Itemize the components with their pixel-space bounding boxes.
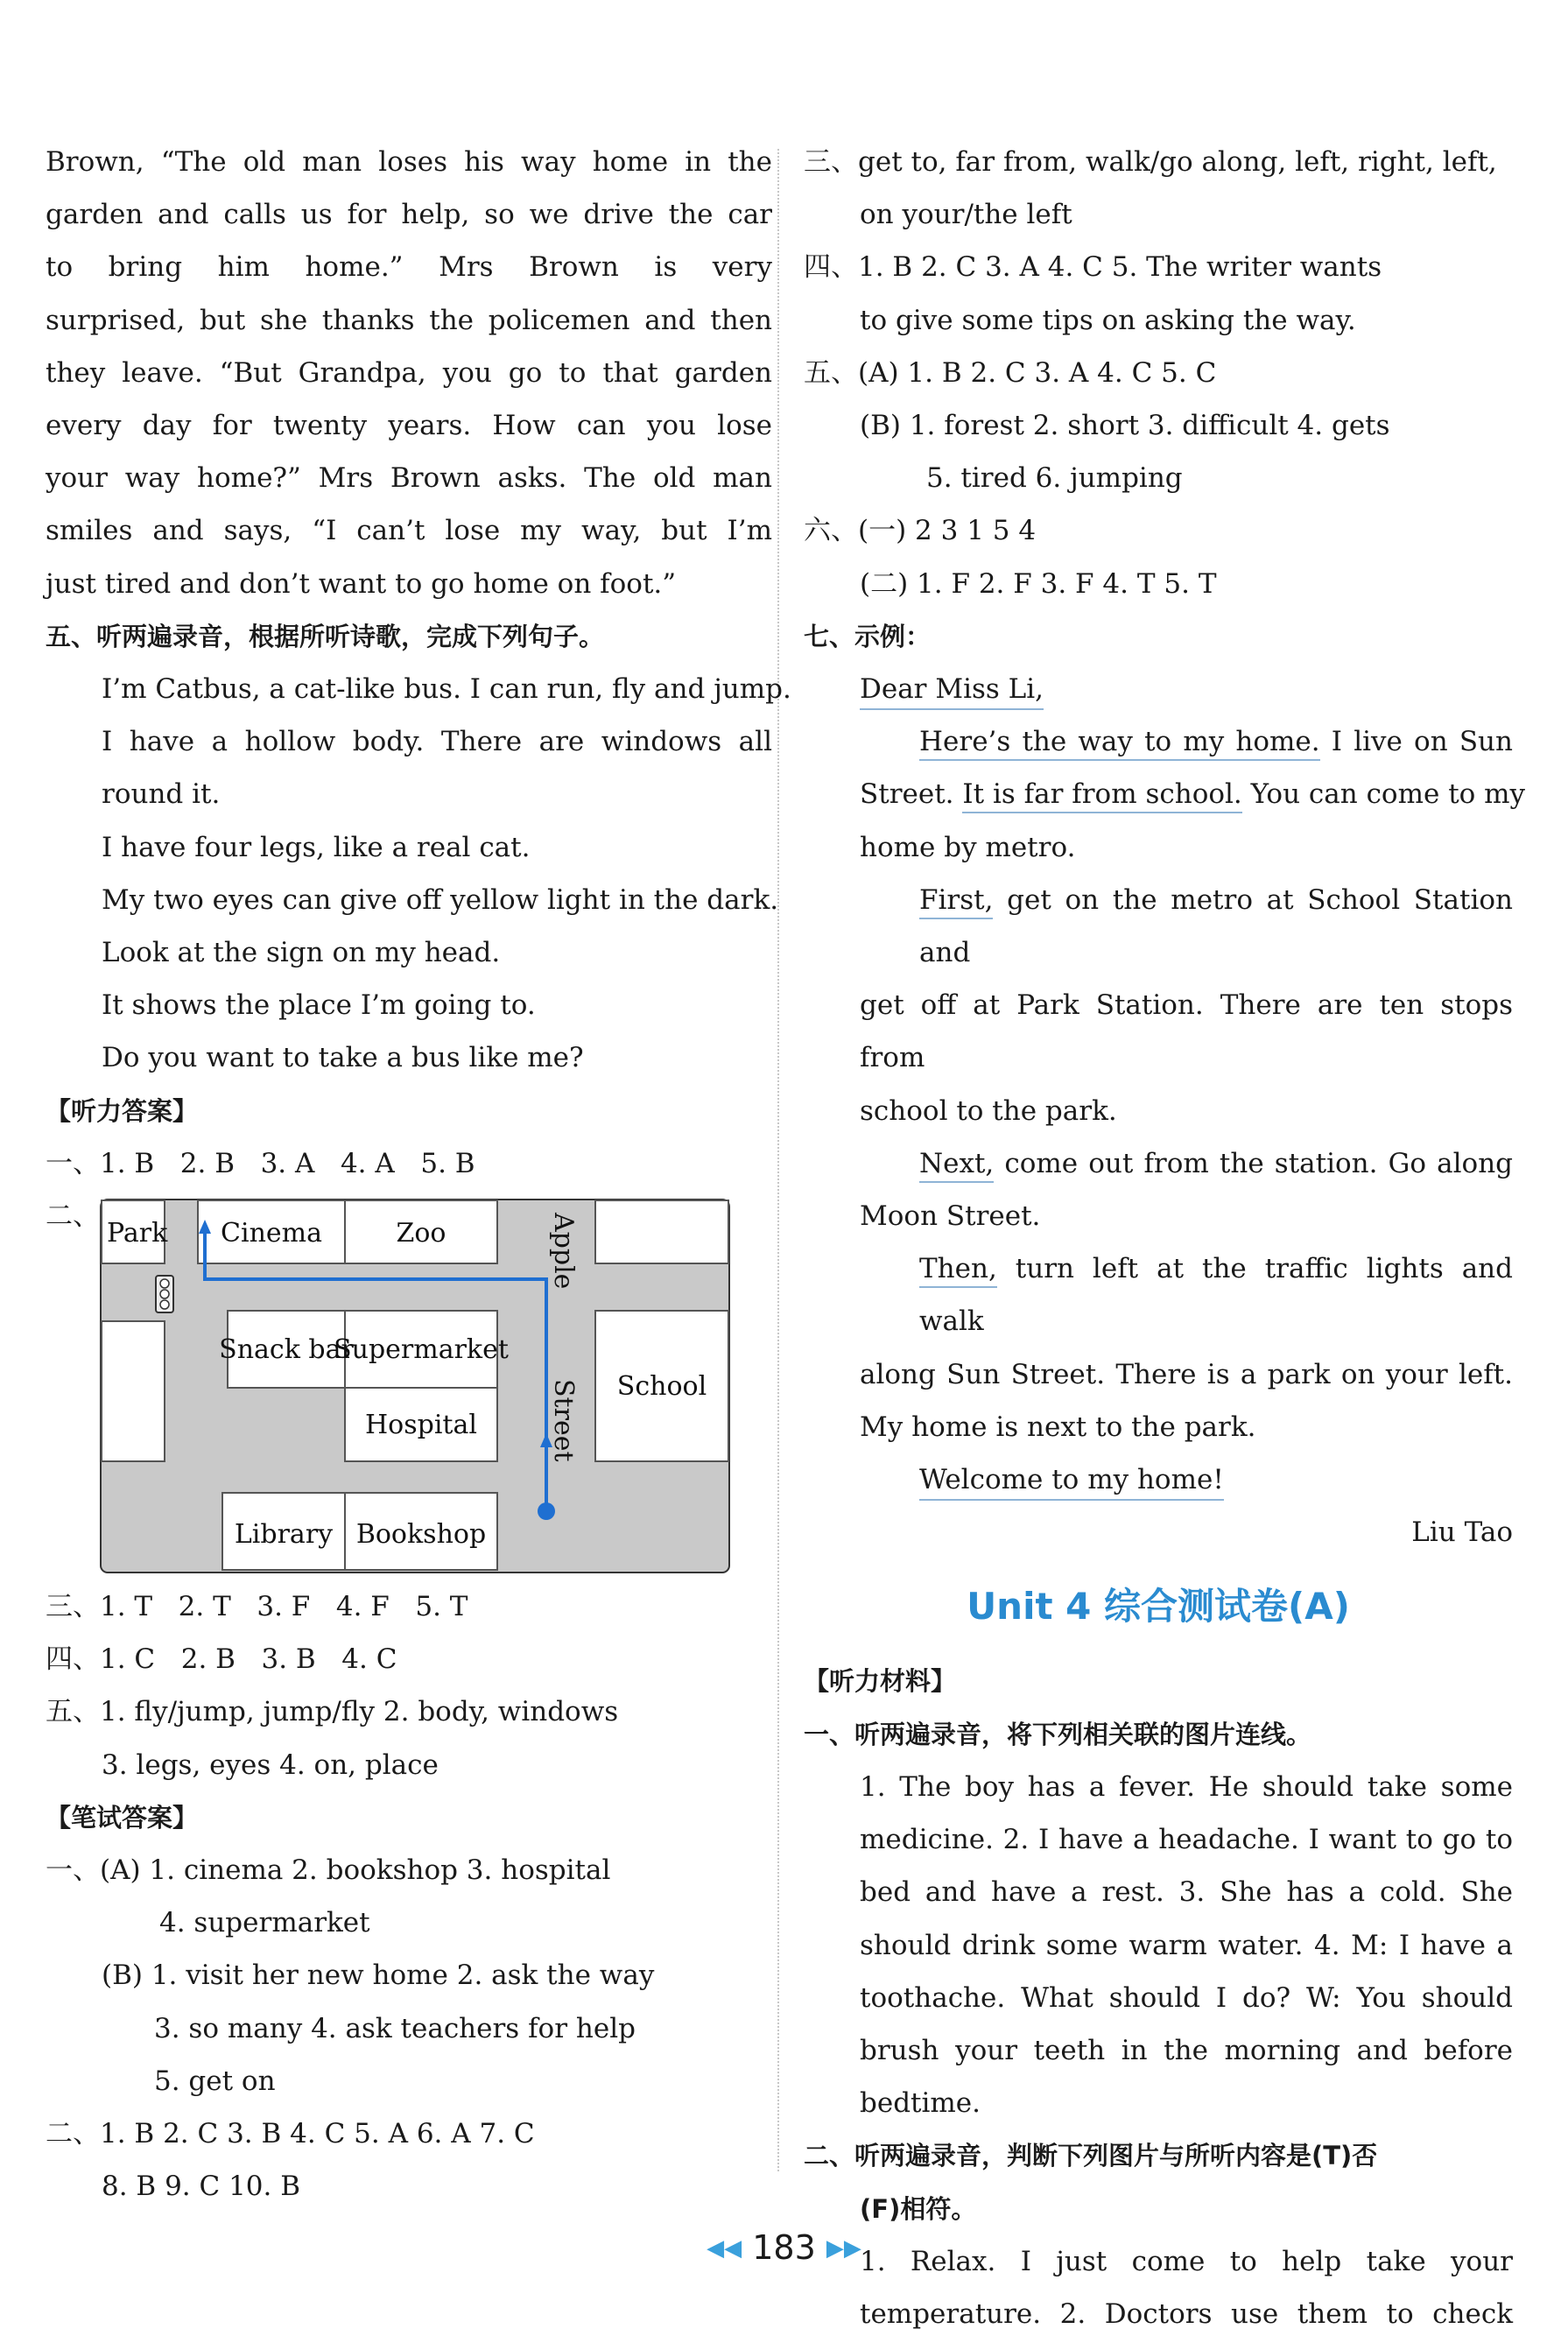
answer-item: 5. T	[415, 1591, 468, 1623]
answer-line: to give some tips on asking the way.	[860, 304, 1356, 336]
column-divider	[777, 149, 779, 2171]
text-line: smiles and says, “I can’t lose my way, but I’m	[46, 515, 772, 547]
written-1-line: 3. so many 4. ask teachers for help	[154, 2012, 636, 2044]
answer-number: 二、	[46, 1200, 100, 1233]
poem	[46, 663, 791, 1085]
answer-item: 2. B	[180, 1643, 236, 1676]
traffic-light	[156, 1276, 173, 1312]
text-line: 1. The boy has a fever. He should take some	[860, 1770, 1513, 1803]
text-line: bed and have a rest. 3. She has a cold. She	[860, 1876, 1513, 1909]
street-map	[100, 1199, 730, 1573]
answer-line: (B) 1. forest 2. short 3. difficult 4. gets	[860, 410, 1390, 442]
material-2-heading: 二、听两遍录音，判断下列图片与所听内容是(T)否	[804, 2141, 1378, 2171]
map-label-park: Park	[107, 1218, 168, 1249]
answer-1-line	[46, 1137, 772, 1190]
letter-underlined: Here’s the way to my home.	[919, 726, 1320, 761]
answer-line: (二) 1. F 2. F 3. F 4. T 5. T	[860, 567, 1217, 600]
poem-line: My two eyes can give off yellow light in the dark.	[102, 883, 779, 916]
section-seven-heading: 七、示例：	[804, 621, 932, 651]
blank-block	[102, 1321, 165, 1461]
page-number: 183	[752, 2228, 816, 2267]
poem-line: I have four legs, like a real cat.	[102, 831, 531, 863]
written-1-line: (B) 1. visit her new home 2. ask the way	[102, 1960, 655, 1992]
written-1-line: 5. get on	[154, 2065, 276, 2097]
text-line: 1. Relax. I just come to help take your	[860, 2245, 1513, 2277]
written-1-line: 4. supermarket	[159, 1907, 370, 1939]
letter-line	[804, 1137, 1513, 1190]
map-label-snack-bar: Snack bar	[219, 1334, 354, 1366]
letter-text: get on the metro at School Station and	[919, 883, 1513, 969]
text-line: Brown, “The old man loses his way home in the	[46, 146, 772, 178]
answer-5-line-cont: 3. legs, eyes 4. on, place	[102, 1748, 439, 1781]
letter-line: school to the park.	[860, 1094, 1117, 1127]
map-label-cinema: Cinema	[221, 1218, 322, 1249]
text-line: brush your teeth in the morning and before	[860, 2034, 1513, 2066]
answer-item: 3. B	[261, 1643, 316, 1676]
answer-line: on your/the left	[860, 199, 1072, 231]
letter-text: come out from the station. Go along	[994, 1147, 1513, 1179]
written-1-line: 一、(A) 1. cinema 2. bookshop 3. hospital	[46, 1854, 611, 1887]
story-paragraph	[46, 136, 772, 610]
answer-item: 1. C	[100, 1643, 156, 1676]
map-label-hospital: Hospital	[365, 1410, 477, 1441]
answer-item: 2. T	[178, 1591, 231, 1623]
answer-item: 4. F	[335, 1591, 390, 1623]
poem-line: I have a hollow body. There are windows all	[102, 726, 772, 758]
right-column	[804, 136, 1526, 2340]
text-line: your way home?” Mrs Brown asks. The old man	[46, 462, 772, 495]
answer-item: 2. B	[179, 1147, 235, 1179]
map-label-zoo: Zoo	[396, 1218, 446, 1249]
answer-item: 1. B	[100, 1147, 155, 1179]
text-line: medicine. 2. I have a headache. I want to go to	[860, 1824, 1513, 1856]
letter-text: I live on Sun	[1319, 726, 1513, 758]
answer-item: 4. A	[340, 1147, 395, 1179]
text-line: garden and calls us for help, so we drive the car	[46, 199, 772, 231]
letter-signature: Liu Tao	[1411, 1516, 1513, 1549]
section-five-heading: 五、听两遍录音，根据所听诗歌，完成下列句子。	[46, 621, 605, 651]
letter-text: Street.	[860, 778, 954, 811]
map-label-apple: Apple	[548, 1213, 579, 1290]
prev-arrow-icon: ◀◀	[707, 2235, 742, 2262]
written-2-line: 二、1. B 2. C 3. B 4. C 5. A 6. A 7. C	[46, 2118, 535, 2150]
answer-4-line	[46, 1633, 772, 1685]
unit-title: Unit 4 综合测试卷(A)	[967, 1585, 1350, 1629]
answer-line: 三、get to, far from, walk/go along, left, right, left,	[804, 146, 1497, 178]
text-line: temperature. 2. Doctors use them to check	[860, 2297, 1513, 2330]
answer-item: 1. T	[100, 1591, 153, 1623]
text-line: toothache. What should I do? W: You should	[860, 1981, 1513, 2014]
left-column	[46, 136, 791, 2213]
answer-line: 5. tired 6. jumping	[926, 462, 1183, 495]
answer-item: 3. F	[257, 1591, 311, 1623]
poem-line: round it.	[102, 778, 221, 811]
written-answers-heading: 【笔试答案】	[46, 1802, 199, 1833]
answer-3-line	[46, 1580, 772, 1633]
text-line: surprised, but she thanks the policemen and then	[46, 304, 772, 336]
map-label-supermarket: Supermarket	[334, 1334, 509, 1366]
letter-underlined: First,	[919, 884, 993, 919]
text-line: to bring him home.” Mrs Brown is very	[46, 251, 772, 284]
map-label-bookshop: Bookshop	[355, 1519, 487, 1551]
letter-line	[804, 715, 1513, 768]
sample-letter	[804, 663, 1513, 715]
map-label-street: Street	[548, 1379, 579, 1462]
letter-text: turn left at the traffic lights and walk	[919, 1253, 1513, 1338]
letter-line	[804, 1242, 1513, 1347]
letter-underlined: It is far from school.	[962, 778, 1241, 813]
answer-number: 一、	[46, 1147, 100, 1179]
letter-line	[804, 768, 1526, 820]
letter-line: along Sun Street. There is a park on your left.	[860, 1358, 1513, 1390]
listening-material-heading: 【听力材料】	[804, 1666, 957, 1697]
poem-line: Do you want to take a bus like me?	[102, 1042, 584, 1074]
letter-line: home by metro.	[860, 831, 1076, 863]
letter-underlined: Then,	[919, 1253, 997, 1288]
letter-line: get off at Park Station. There are ten stops from	[860, 989, 1513, 1074]
answer-number: 三、	[46, 1591, 100, 1623]
letter-underlined: Next,	[919, 1148, 994, 1183]
listening-answers-heading: 【听力答案】	[46, 1095, 199, 1126]
text-line: should drink some warm water. 4. M: I have a	[860, 1929, 1513, 1961]
text-line: every day for twenty years. How can you lose	[46, 410, 772, 442]
letter-greeting: Dear Miss Li,	[860, 670, 1044, 710]
text-line: bedtime.	[860, 2087, 981, 2120]
map-label-school: School	[616, 1371, 707, 1403]
answer-line: 五、(A) 1. B 2. C 3. A 4. C 5. C	[804, 356, 1217, 389]
letter-text: You can come to my	[1241, 778, 1526, 811]
answer-line: 六、(一) 2 3 1 5 4	[804, 515, 1037, 547]
letter-closing: Welcome to my home!	[919, 1460, 1224, 1501]
next-arrow-icon: ▶▶	[826, 2235, 861, 2262]
poem-line: It shows the place I’m going to.	[102, 989, 536, 1022]
material-1-text	[804, 1761, 1513, 2129]
written-2-line: 8. B 9. C 10. B	[102, 2171, 301, 2203]
poem-line: I’m Catbus, a cat-like bus. I can run, fly and jump.	[102, 673, 791, 706]
text-line: just tired and don’t want to go home on foot.”	[46, 567, 677, 600]
map-label-library: Library	[234, 1519, 334, 1551]
answer-item: 3. A	[260, 1147, 315, 1179]
answer-number: 四、	[46, 1643, 100, 1676]
answer-item: 4. C	[341, 1643, 397, 1676]
answer-item: 5. B	[420, 1147, 475, 1179]
letter-line: Moon Street.	[860, 1200, 1041, 1233]
letter-line	[804, 874, 1513, 979]
text-line: they leave. “But Grandpa, you go to that garden	[46, 356, 772, 389]
material-1-heading: 一、听两遍录音，将下列相关联的图片连线。	[804, 1719, 1312, 1749]
answer-line: 四、1. B 2. C 3. A 4. C 5. The writer wants	[804, 251, 1382, 284]
poem-line: Look at the sign on my head.	[102, 937, 501, 969]
blank-block	[595, 1200, 728, 1263]
page-footer	[0, 2228, 1568, 2267]
answer-2-map-row	[46, 1190, 772, 1580]
letter-line: My home is next to the park.	[860, 1411, 1256, 1443]
material-2-heading-cont: (F)相符。	[860, 2193, 977, 2224]
answer-5-line: 五、1. fly/jump, jump/fly 2. body, windows	[46, 1696, 619, 1728]
